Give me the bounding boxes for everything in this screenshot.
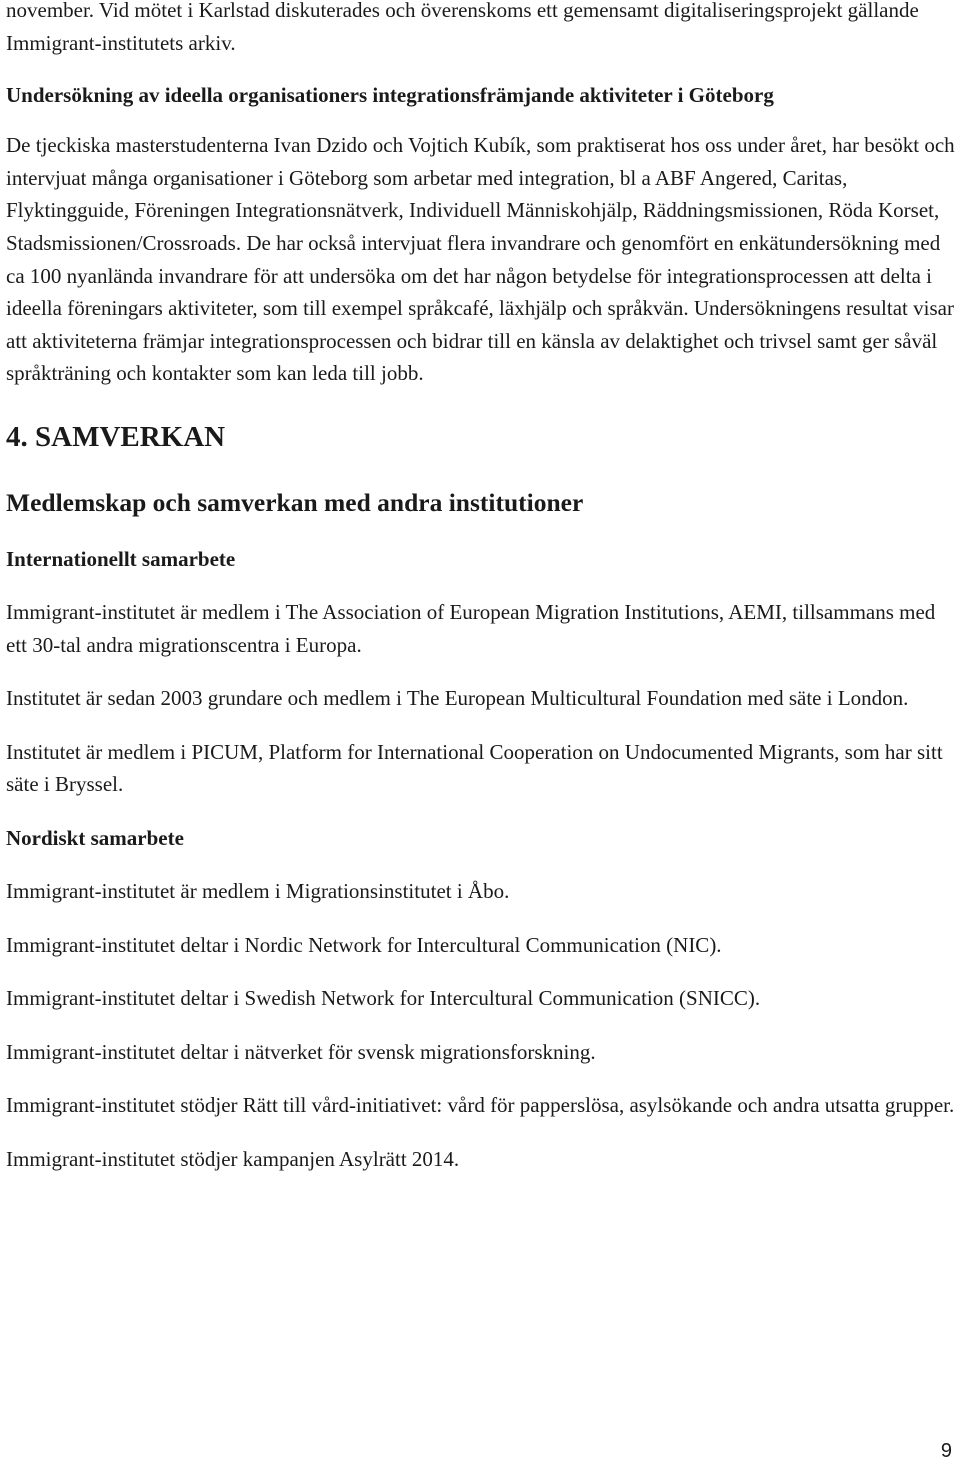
international-heading: Internationellt samarbete: [6, 546, 236, 571]
nordic-paragraph: Immigrant-institutet är medlem i Migrationsinstitutet i Åbo.: [6, 878, 510, 903]
section-heading: 4. SAMVERKAN: [6, 420, 226, 453]
nordic-heading: Nordiskt samarbete: [6, 825, 184, 850]
section-subtitle: Medlemskap och samverkan med andra institutioner: [6, 487, 584, 517]
international-paragraph: Institutet är medlem i PICUM, Platform for International Cooperation on Undocumented Migrants, som har sitt säte i Bryssel.: [6, 739, 943, 797]
nordic-paragraph: Immigrant-institutet deltar i nätverket för svensk migrationsforskning.: [6, 1039, 596, 1064]
survey-paragraph: De tjeckiska masterstudenterna Ivan Dzido och Vojtich Kubík, som praktiserat hos oss under året, har besökt och intervjuat många organisationer i Göteborg som arbetar med integration, bl a ABF Angered, Caritas, Flyktingguide, Föreningen Integrationsnätverk, Individuell Människohjälp, Räddningsmissionen, Röda Korset, Stadsmissionen/Crossroads. De har också intervjuat flera invandrare och genomfört en enkätundersökning med ca 100 nyanlända invandrare för att undersöka om det har någon betydelse för integrationsprocessen att delta i ideella föreningars aktiviteter, som till exempel språkcafé, läxhjälp och språkvän. Undersökningens resultat visar att aktiviteterna främjar integrationsprocessen och bidrar till en känsla av delaktighet och trivsel samt ger såväl språkträning och kontakter som kan leda till jobb.: [6, 133, 955, 386]
survey-heading: Undersökning av ideella organisationers integrationsfrämjande aktiviteter i Göteborg: [6, 83, 774, 108]
nordic-paragraph: Immigrant-institutet deltar i Swedish Network for Intercultural Communication (SNICC).: [6, 986, 761, 1011]
international-paragraph: Immigrant-institutet är medlem i The Association of European Migration Institutions, AEMI, tillsammans med ett 30-tal andra migrationscentra i Europa.: [6, 599, 936, 657]
document-page: [6, 0, 956, 1175]
nordic-paragraph: Immigrant-institutet stödjer kampanjen Asylrätt 2014.: [6, 1146, 460, 1171]
nordic-paragraph: Immigrant-institutet stödjer Rätt till vård-initiativet: vård för papperslösa, asylsökande och andra utsatta grupper.: [6, 1093, 955, 1118]
nordic-paragraph: Immigrant-institutet deltar i Nordic Network for Intercultural Communication (NIC).: [6, 932, 722, 957]
page-number: 9: [940, 1440, 952, 1462]
intro-paragraph: november. Vid mötet i Karlstad diskuterades och överenskoms ett gemensamt digitaliseringsprojekt gällande Immigrant-institutets arkiv.: [6, 0, 919, 55]
international-paragraph: Institutet är sedan 2003 grundare och medlem i The European Multicultural Foundation med säte i London.: [6, 686, 909, 711]
